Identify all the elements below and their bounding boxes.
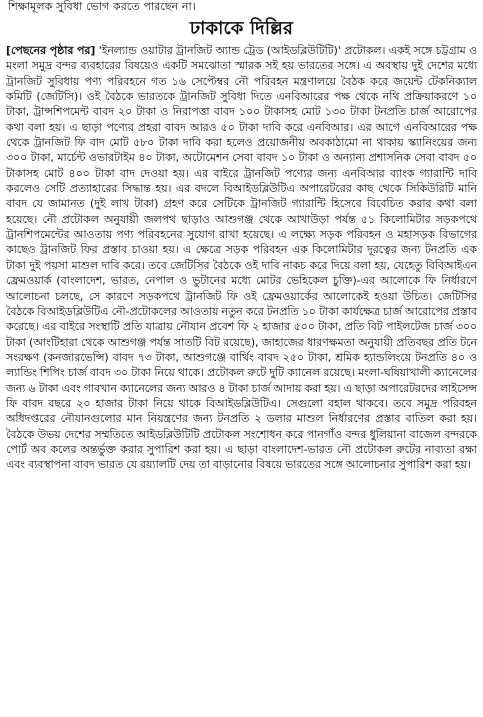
- article-text: 'ইনল্যান্ড ওয়াটার ট্রানজিট অ্যান্ড ট্রেড (আইডব্লিউটিটি)' প্রটোকল। একই সঙ্গে চট্টগ্রাম ও মংলা সমুদ্র বন্দর ব্যবহারের বিষয়েও একটি সমঝোতা স্মারক সই হয় ভারতের সঙ্গে। এ অবস্থায় দুই দেশের মধ্যে ট্রানজিট সুবিধায় পণ্য পরিবহনে গত ১৬ সেপ্টেম্বর নৌ পরিবহন মন্ত্রণালয়ে বৈঠক করে জয়েন্ট টেকনিক্যাল কমিটি (জেটিসি)। ওই বৈঠকে ভারতকে ট্রানজিট সুবিধা দিতে এনবিআরের পক্ষ থেকে নথি প্রক্রিয়াকরণে ১০ টাকা, ট্রান্সশিপমেন্ট বাবদ ২০ টাকা ও নিরাপত্তা বাবদ ১০০ টাকাসহ মোট ১৩০ টাকা টনপ্রতি চার্জ আরোপের কথা বলা হয়। এ ছাড়া পণ্যের প্রহরা বাবদ আরও ৫০ টাকা দাবি করে এনবিআর। এর আগে এনবিআরের পক্ষ থেকে ট্রানজিট ফি বাদ মোট ৫৮০ টাকা দাবি করা হলেও প্রয়োজনীয় অবকাঠামো না থাকায় স্ক্যানিংয়ের জন্য ৩০০ টাকা, মার্চেন্ট ওভারটাইম ৪০ টাকা, অটোমেশন সেবা বাবদ ১০ টাকা ও অন্যান্য প্রশাসনিক সেবা বাবদ ৫০ টাকাসহ মোট ৪০০ টাকা বাদ দেওয়া হয়। এর বাইরে ট্রানজিট পণ্যের জন্য এনবিআর ব্যাংক গ্যারান্টি দাবি করলেও সেটি প্রত্যাহারের সিদ্ধান্ত হয়। এর বদলে বিআইডব্লিউটিএ অপারেটরের কাছ থেকে সিকিউরিটি মানি বাবদ যে জামানত (দুই লাখ টাকা) গ্রহণ করে সেটিকে ট্রানজিট গ্যারান্টি হিসেবে বিবেচিত করার কথা বলা হয়েছে। নৌ প্রটোকল অনুযায়ী জলপথ ছাড়াও আশুগঞ্জ থেকে আখাউড়া পর্যন্ত ৫১ কিলোমিটার সড়কপথে ট্রানশিপমেন্টের আওতায় পণ্য পরিবহনের সুযোগ রাখা হয়েছে। এ লক্ষ্যে সড়ক পরিবহন ও মহাসড়ক বিভাগের কাছেও ট্রানজিট ফির প্রস্তাব চাওয়া হয়। এ ক্ষেত্রে সড়ক পরিবহন এক কিলোমিটার দূরত্বের জন্য টনপ্রতি এক টাকা দুই পয়সা মাশুল দাবি করে। তবে জেটিসির বৈঠকে ওই দাবি নাকচ করে দিয়ে বলা হয়, যেহেতু বিবিআইএন ফ্রেমওয়ার্ক (বাংলাদেশ, ভারত, নেপাল ও ভুটানের মধ্যে মোটর ভেহিকেল চুক্তি)-এর আলোকে ফি নির্ধারণে আলোচনা চলছে, সে কারণে সড়কপথে ট্রানজিট ফি ওই ফ্রেমওয়ার্কের আলোকেই হওয়া উচিত। জেটিসির বৈঠকে বিআইডব্লিউটিএ নৌ-প্রটোকলের আওতায় নতুন করে টনপ্রতি ১০ টাকা কার্যক্ষেত্র চার্জ আরোপের প্রস্তাব করেছে। এর বাইরে সংস্থাটি প্রতি যাত্রায় নৌযান প্রবেশ ফি ২ হাজার ৫০০ টাকা, প্রতি বিট পাইলটেজ চার্জ ৩০০ টাকা (আংটিহারা থেকে আশুগঞ্জ পর্যন্ত সাতটি বিট রয়েছে), জাহাজের ধারণক্ষমতা অনুযায়ী প্রতিবছর প্রতি টনে সংরক্ষণ (কনজারভেন্সি) বাবদ ৭৩ টাকা, আশুগঞ্জে বার্থিং বাবদ ২৫০ টাকা, শ্রমিক হ্যান্ডলিংয়ে টনপ্রতি ৪০ ও ল্যান্ডিং শিপিং চার্জ বাবদ ৩০ টাকা নিয়ে থাকে। প্রটোকল রুটে দুটি ক্যানেল রয়েছে। মংলা-ঘষিয়াখালী ক্যানেলের জন্য ৬ টাকা এবং গাবখান ক্যানেলের জন্য আরও ৪ টাকা চার্জ আদায় করা হয়। এ ছাড়া অপারেটরদের লাইসেন্স ফি বাবদ বছরে ২০ হাজার টাকা নিয়ে থাকে বিআইডব্লিউটিএ। সেগুলো বহাল থাকবে। তবে সমুদ্র পরিবহন অধিদপ্তরের নৌযানগুলোর মান নিয়ন্ত্রণের জন্য টনপ্রতি ২ ডলার মাশুল নির্ধারণের প্রস্তাব বাতিল করা হয়। বৈঠকে উভয় দেশের সম্মতিতে আইডব্লিউটিটি প্রটোকল সংশোধন করে পানগাঁও বন্দর ধুলিয়ানা বাজেল বন্দরকে পোর্ট অব কলের অন্তর্ভুক্ত করার সুপারিশ করা হয়। এ ছাড়া বাংলাদেশ-ভারত নৌ প্রটোকল রুটের নাব্যতা রক্ষা এবং ব্যবস্থাপনা বাবদ ভারত যে রয়্যালটি দেয় তা বাড়ানোর বিষয়ে ভারতের সঙ্গে আলোচনার সুপারিশ করা হয়।: [6, 44, 477, 472]
- previous-article-tail: শিক্ষামূলক সুবিধা ভোগ করতে পারছেন না।: [8, 0, 196, 13]
- article-body: [6, 43, 477, 473]
- continued-tag: [পেছনের পৃষ্ঠার পর]: [6, 44, 96, 57]
- article-headline: ঢাকাকে দিল্লির: [189, 18, 294, 39]
